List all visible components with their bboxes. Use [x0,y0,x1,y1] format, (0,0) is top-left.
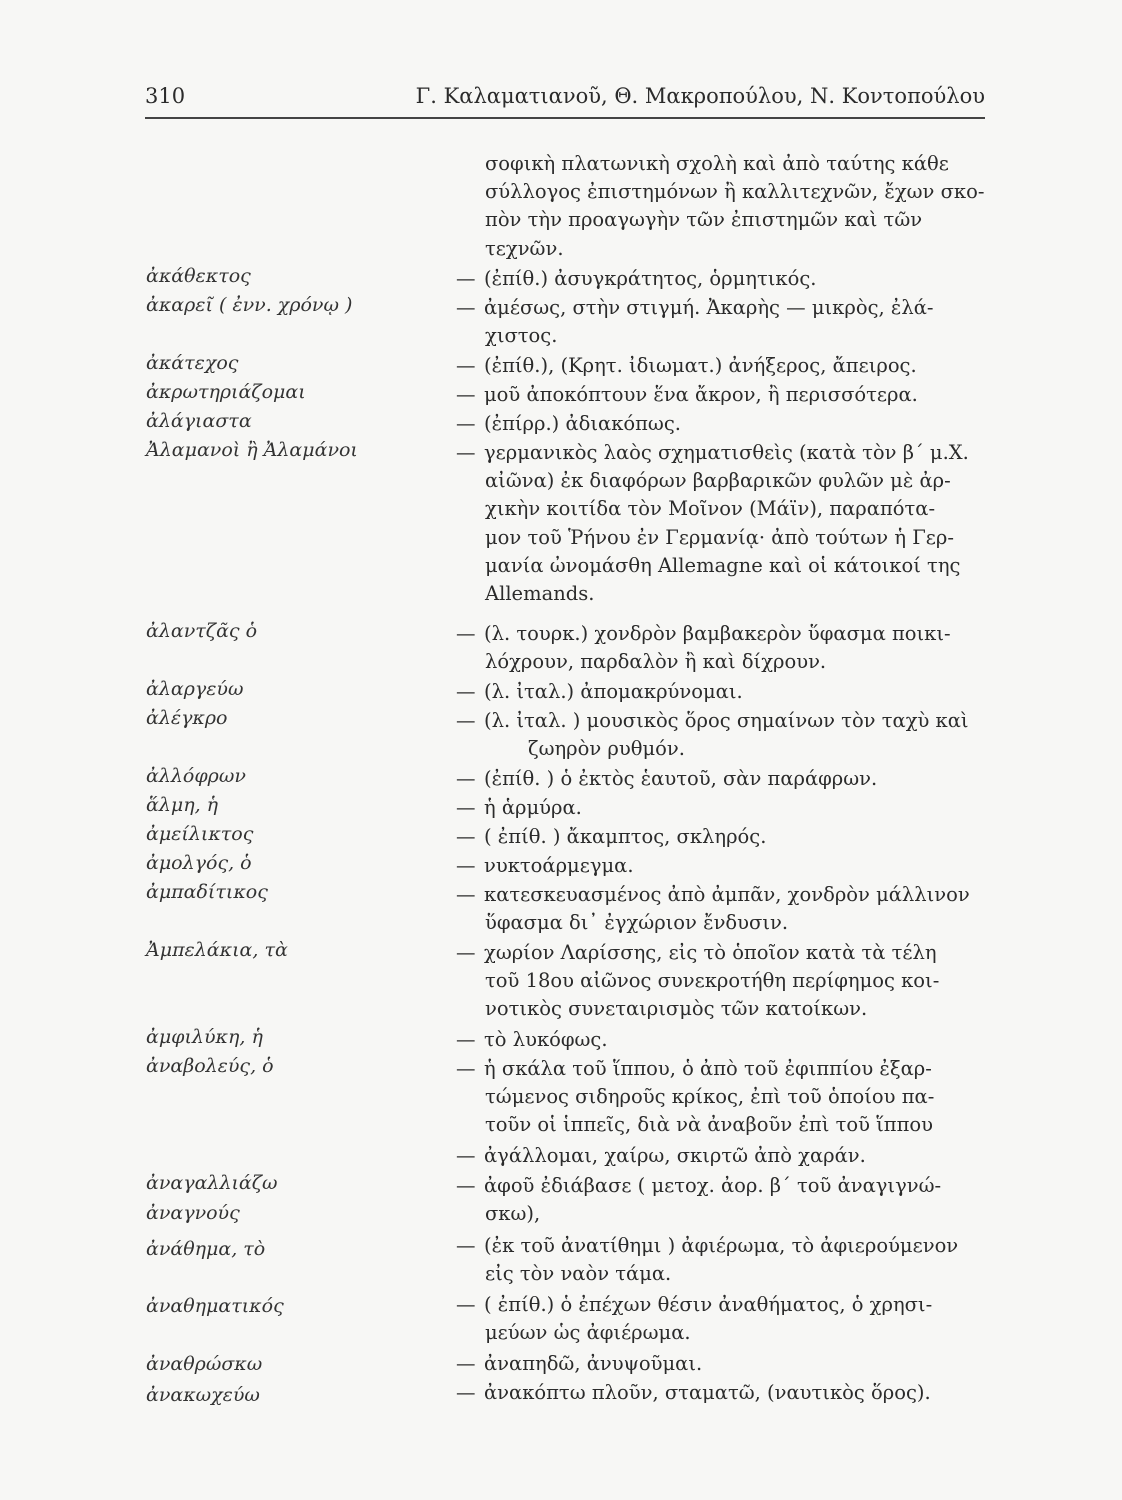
entry-lemma: ἀλλόφρων [146,765,246,787]
definition-line: ζωηρὸν ρυθμόν. [528,737,685,761]
entry-definition: — (λ. τουρκ.) χονδρὸν βαμβακερὸν ὕφασμα ποικι- λόχρουν, παρδαλὸν ἢ καὶ δίχρουν. [456,620,986,676]
entry-definition: — χωρίον Λαρίσσης, εἰς τὸ ὁποῖον κατὰ τὰ τέλη τοῦ 18ου αἰῶνος συνεκροτήθη περίφημος κοι- νοτικὸς συνεταιρισμὸς τῶν κατοίκων. [456,939,986,1024]
entry-definition: — νυκτοάρμεγμα. [456,854,634,877]
entry-lemma: ἅλμη, ἡ [146,794,219,816]
definition-line: ἡ σκάλα τοῦ ἵππου, ὁ ἀπὸ τοῦ ἐφιππίου ἐξαρ- [484,1057,932,1080]
text-line: πὸν τὴν προαγωγὴν τῶν ἐπιστημῶν καὶ τῶν [485,208,923,232]
definition-line: τὸ λυκόφως. [484,1028,608,1051]
entry-lemma: ἀναθηματικός [146,1295,284,1317]
definition-line: σκω), [485,1202,541,1226]
entry-definition: — (ἐκ τοῦ ἀνατίθημι ) ἀφιέρωμα, τὸ ἀφιερούμενον εἰς τὸν ναὸν τάμα. [456,1232,986,1288]
definition-line: (λ. τουρκ.) χονδρὸν βαμβακερὸν ὕφασμα ποικι- [484,622,951,645]
definition-line: Allemands. [485,581,595,605]
definition-line: νυκτοάρμεγμα. [484,854,634,877]
definition-line: γερμανικὸς λαὸς σχηματισθεὶς (κατὰ τὸν β΄ μ.Χ. [484,441,969,464]
definition-line: ὕφασμα δι᾿ ἐγχώριον ἔνδυσιν. [485,911,789,935]
definition-line: ἀναπηδῶ, ἀνυψοῦμαι. [484,1352,703,1375]
entry-lemma: ἀκάθεκτος [146,265,251,287]
definition-line: μεύων ὡς ἀφιέρωμα. [485,1321,691,1345]
entry-definition: — ἀγάλλομαι, χαίρω, σκιρτῶ ἀπὸ χαράν. [456,1144,866,1167]
entry-lemma: ἀμπαδίτικος [146,881,268,903]
entry-definition: — (λ. ἰταλ. ) μουσικὸς ὅρος σημαίνων τὸν ταχὺ καὶ ζωηρὸν ρυθμόν. [456,707,986,763]
definition-line: νοτικὸς συνεταιρισμὸς τῶν κατοίκων. [485,997,868,1021]
header-rule [145,117,985,119]
entry-definition: — (ἐπίθ.) ἀσυγκράτητος, ὁρμητικός. [456,267,817,290]
entry-lemma: Ἀλαμανοὶ ἢ Ἀλαμάνοι [146,439,358,461]
definition-line: τώμενος σιδηροῦς κρίκος, ἐπὶ τοῦ ὁποίου πα- [485,1085,935,1109]
entry-definition: — μοῦ ἀποκόπτουν ἕνα ἄκρον, ἢ περισσότερα. [456,383,918,406]
definition-line: (ἐκ τοῦ ἀνατίθημι ) ἀφιέρωμα, τὸ ἀφιερούμενον [484,1234,959,1257]
definition-line: (ἐπίθ.), (Κρητ. ἰδιωματ.) ἀνήξερος, ἄπειρος. [484,354,917,377]
definition-line: (ἐπίρρ.) ἀδιακόπως. [484,412,681,435]
entry-definition: — (ἐπίθ. ) ὁ ἐκτὸς ἑαυτοῦ, σὰν παράφρων. [456,767,878,790]
definition-line: χωρίον Λαρίσσης, εἰς τὸ ὁποῖον κατὰ τὰ τέλη [484,941,937,964]
entry-lemma: ἀμολγός, ὁ [146,852,252,874]
entry-definition: — (λ. ἰταλ.) ἀπομακρύνομαι. [456,680,743,703]
entry-lemma: ἀκάτεχος [146,352,239,374]
entry-definition: — (ἐπίρρ.) ἀδιακόπως. [456,412,681,435]
entry-definition: — τὸ λυκόφως. [456,1028,608,1051]
definition-line: ἀνακόπτω πλοῦν, σταματῶ, (ναυτικὸς ὅρος). [484,1381,931,1404]
entry-lemma: ἀνακωχεύω [146,1384,260,1406]
entry-lemma: ἀναβολεύς, ὁ [146,1055,274,1077]
entry-definition: — ἀφοῦ ἐδιάβασε ( μετοχ. ἀορ. β΄ τοῦ ἀναγιγνώ- σκω), [456,1172,986,1228]
definition-line: τοῦν οἱ ἱππεῖς, διὰ νὰ ἀναβοῦν ἐπὶ τοῦ ἵππου [485,1113,934,1137]
definition-line: αἰῶνα) ἐκ διαφόρων βαρβαρικῶν φυλῶν μὲ ἀρ- [485,469,951,493]
entry-lemma: ἀναγνούς [146,1202,240,1224]
entry-definition: — ἀνακόπτω πλοῦν, σταματῶ, (ναυτικὸς ὅρος). [456,1381,931,1404]
entry-definition: — ἀμέσως, στὴν στιγμή. Ἀκαρὴς — μικρὸς, ἐλά- χιστος. [456,294,986,350]
entry-definition: — ἡ σκάλα τοῦ ἵππου, ὁ ἀπὸ τοῦ ἐφιππίου ἐξαρ- τώμενος σιδηροῦς κρίκος, ἐπὶ τοῦ ὁποίου πα- τοῦν οἱ ἱππεῖς, διὰ νὰ ἀναβοῦν ἐπὶ τοῦ ἵππου [456,1055,986,1140]
definition-line: χιστος. [485,324,558,348]
entry-definition: — ἡ ἁρμύρα. [456,796,582,819]
entry-definition: — ( ἐπίθ. ) ἄκαμπτος, σκληρός. [456,825,767,848]
definition-line: μοῦ ἀποκόπτουν ἕνα ἄκρον, ἢ περισσότερα. [484,383,918,406]
entry-lemma: ἀμφιλύκη, ἡ [146,1026,263,1048]
definition-line: ἡ ἁρμύρα. [484,796,582,819]
entry-definition: — (ἐπίθ.), (Κρητ. ἰδιωματ.) ἀνήξερος, ἄπειρος. [456,354,917,377]
definition-line: μανία ὠνομάσθη Allemagne καὶ οἱ κάτοικοί της [485,553,961,577]
definition-line: ( ἐπίθ.) ὁ ἐπέχων θέσιν ἀναθήματος, ὁ χρησι- [484,1293,933,1316]
definition-line: (λ. ἰταλ. ) μουσικὸς ὅρος σημαίνων τὸν ταχὺ καὶ [484,709,969,732]
entry-lemma: ἀναθρώσκω [146,1353,263,1375]
entry-lemma: ἀκρωτηριάζομαι [146,381,306,403]
entry-definition: — ἀναπηδῶ, ἀνυψοῦμαι. [456,1352,703,1375]
entry-definition: — γερμανικὸς λαὸς σχηματισθεὶς (κατὰ τὸν β΄ μ.Χ. αἰῶνα) ἐκ διαφόρων βαρβαρικῶν φυλῶν μὲ ἀρ- χικὴν κοιτίδα τὸν Μοῖνον (Μάϊν), παραπότα- μον τοῦ Ῥήνου ἐν Γερμανίᾳ· ἀπὸ τούτων ἡ Γερ- μανία ὠνομάσθη Allemagne καὶ οἱ κάτοικοί της Allemands. [456,439,986,608]
entry-definition: — ( ἐπίθ.) ὁ ἐπέχων θέσιν ἀναθήματος, ὁ χρησι- μεύων ὡς ἀφιέρωμα. [456,1291,986,1347]
entry-lemma: ἀλαντζᾶς ὁ [146,620,258,642]
definition-line: ἀμέσως, στὴν στιγμή. Ἀκαρὴς — μικρὸς, ἐλά- [484,296,934,319]
text-line: σοφικὴ πλατωνικὴ σχολὴ καὶ ἀπὸ ταύτης κάθε [485,152,949,175]
definition-line: εἰς τὸν ναὸν τάμα. [485,1262,672,1286]
continuation-text [456,150,986,263]
page-header [145,84,985,114]
entry-definition: — κατεσκευασμένος ἀπὸ ἀμπᾶν, χονδρὸν μάλλινον ὕφασμα δι᾿ ἐγχώριον ἔνδυσιν. [456,881,986,937]
definition-line: ἀγάλλομαι, χαίρω, σκιρτῶ ἀπὸ χαράν. [484,1144,866,1167]
entry-lemma: ἀλέγκρο [146,707,228,729]
entry-lemma: ἀμείλικτος [146,823,254,845]
definition-line: ( ἐπίθ. ) ἄκαμπτος, σκληρός. [484,825,767,848]
definition-line: λόχρουν, παρδαλὸν ἢ καὶ δίχρουν. [485,650,827,674]
text-line: τεχνῶν. [485,236,564,260]
definition-line: ἀφοῦ ἐδιάβασε ( μετοχ. ἀορ. β΄ τοῦ ἀναγιγνώ- [484,1174,942,1197]
definition-line: (λ. ἰταλ.) ἀπομακρύνομαι. [484,680,743,703]
definition-line: (ἐπίθ. ) ὁ ἐκτὸς ἑαυτοῦ, σὰν παράφρων. [484,767,878,790]
entry-lemma: ἀλάγιαστα [146,410,252,432]
definition-line: κατεσκευασμένος ἀπὸ ἀμπᾶν, χονδρὸν μάλλινον [484,883,970,906]
page-number: 310 [145,84,186,108]
definition-line: χικὴν κοιτίδα τὸν Μοῖνον (Μάϊν), παραπότα- [485,497,936,521]
entry-lemma: ἀλαργεύω [146,678,244,700]
definition-line: τοῦ 18ου αἰῶνος συνεκροτήθη περίφημος κοι- [485,969,940,993]
entry-lemma: ἀνάθημα, τὸ [146,1238,266,1260]
definition-line: (ἐπίθ.) ἀσυγκράτητος, ὁρμητικός. [484,267,817,290]
running-title: Γ. Καλαματιανοῦ, Θ. Μακροπούλου, Ν. Κοντοπούλου [415,84,985,108]
text-line: σύλλογος ἐπιστημόνων ἢ καλλιτεχνῶν, ἔχων σκο- [485,180,985,204]
entry-lemma: ἀναγαλλιάζω [146,1172,278,1194]
entry-lemma: Ἀμπελάκια, τὰ [146,939,288,961]
entry-lemma: ἀκαρεῖ ( ἐνν. χρόνῳ ) [146,294,353,316]
definition-line: μον τοῦ Ῥήνου ἐν Γερμανίᾳ· ἀπὸ τούτων ἡ Γερ- [485,525,954,549]
